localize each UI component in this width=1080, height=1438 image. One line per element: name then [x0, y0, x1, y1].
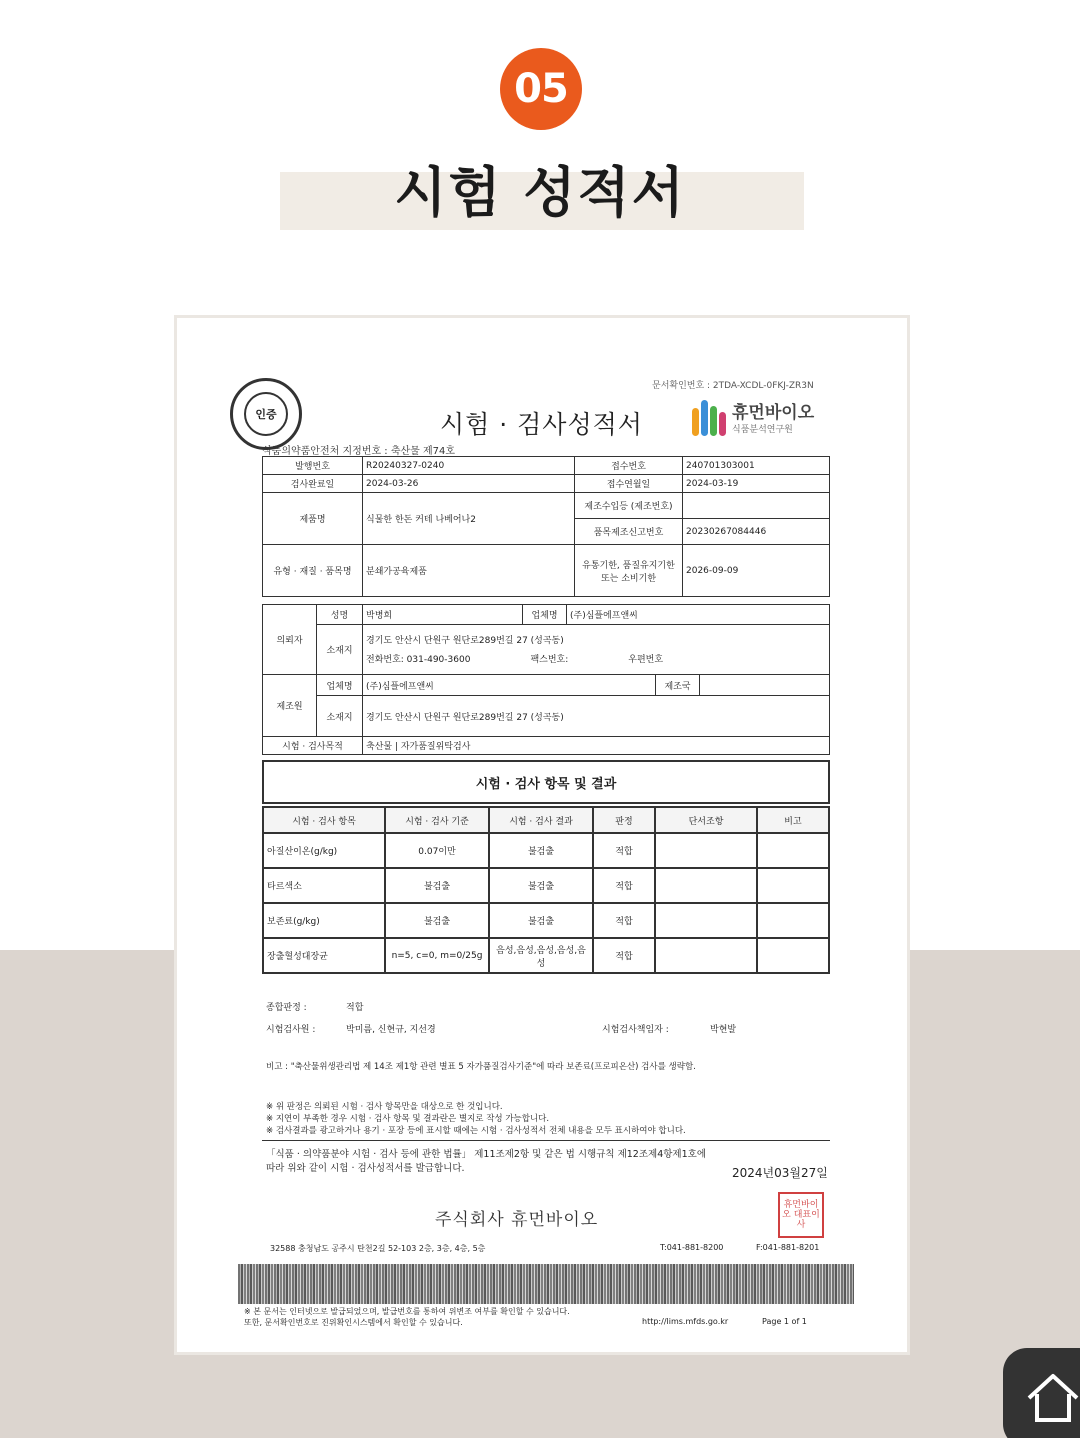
- approver-label: 시험검사책임자 :: [602, 1025, 669, 1035]
- security-barcode: [238, 1264, 854, 1304]
- results-table: [262, 806, 830, 974]
- product-label: 제품명: [263, 493, 363, 545]
- overall-judgment: 적합: [346, 1003, 364, 1013]
- footer-note: 또한, 문서확인번호로 진위확인시스템에서 확인할 수 있습니다.: [244, 1318, 463, 1327]
- results-header: 시험 · 검사 기준: [385, 807, 489, 833]
- results-header: 시험 · 검사 항목: [263, 807, 385, 833]
- result-item: 아질산이온(g/kg): [263, 833, 385, 868]
- purpose-label: 시험 · 검사목적: [263, 737, 363, 755]
- note: ※ 검사결과를 광고하거나 용기 · 포장 등에 표시할 때에는 시험 · 검사성적서 전체 내용을 모두 표시하여야 합니다.: [266, 1126, 686, 1136]
- result-judgment: 적합: [593, 903, 655, 938]
- result-proviso: [655, 903, 757, 938]
- seal-text: 인증: [244, 392, 288, 436]
- import-value: [683, 493, 830, 519]
- result-judgment: 적합: [593, 868, 655, 903]
- results-header: 단서조항: [655, 807, 757, 833]
- client-name: 박병희: [363, 605, 523, 625]
- client-name-label: 성명: [317, 605, 363, 625]
- result-remark: [757, 868, 829, 903]
- result-standard: 0.07이만: [385, 833, 489, 868]
- home-button[interactable]: [1003, 1348, 1080, 1438]
- maker-address: 경기도 안산시 단원구 원단로289번길 27 (성곡동): [363, 696, 830, 737]
- table-row: [263, 833, 829, 868]
- registration-number: 식품의약품안전처 지정번호 : 축산물 제74호: [262, 446, 456, 457]
- report-number: 20230267084446: [683, 519, 830, 545]
- client-address-label: 소재지: [317, 624, 363, 674]
- lab-logo: [692, 400, 814, 438]
- result-remark: [757, 903, 829, 938]
- maker-country: [700, 675, 830, 696]
- import-label: 제조수입등 (제조번호): [575, 493, 683, 519]
- result-value: 불검출: [489, 903, 593, 938]
- result-item: 보존료(g/kg): [263, 903, 385, 938]
- results-header: 비고: [757, 807, 829, 833]
- issue-no: R20240327-0240: [363, 457, 575, 475]
- receipt-date: 2024-03-19: [683, 475, 830, 493]
- result-standard: 불검출: [385, 868, 489, 903]
- result-value: 음성,음성,음성,음성,음성: [489, 938, 593, 973]
- expiry-label: 유통기한, 품질유지기한 또는 소비기한: [575, 545, 683, 597]
- client-address: 경기도 안산시 단원구 원단로289번길 27 (성곡동): [366, 636, 564, 647]
- official-seal-icon: [230, 378, 302, 450]
- product-type: 분쇄가공육제품: [363, 545, 575, 597]
- expiry-date: 2026-09-09: [683, 545, 830, 597]
- result-remark: [757, 833, 829, 868]
- result-value: 불검출: [489, 868, 593, 903]
- footer-url: http://lims.mfds.go.kr: [642, 1317, 729, 1326]
- info-table: [262, 456, 830, 597]
- client-phone: 전화번호: 031-490-3600: [366, 655, 471, 666]
- result-remark: [757, 938, 829, 973]
- page-number: Page 1 of 1: [762, 1317, 807, 1326]
- remark: 비고 : "축산물위생관리법 제 14조 제1항 관련 별표 5 자가품질검사기준"에 따라 보존료(프로피온산) 검사를 생략함.: [266, 1062, 696, 1072]
- issue-date: 2024년03월27일: [732, 1166, 828, 1180]
- testers-label: 시험검사원 :: [266, 1025, 316, 1035]
- receipt-date-label: 접수연월일: [575, 475, 683, 493]
- divider: [262, 1140, 830, 1141]
- company-stamp-icon: 휴먼바이오 대표이사: [778, 1192, 824, 1238]
- testers: 박미름, 신현규, 지선경: [346, 1025, 436, 1035]
- maker-company-label: 업체명: [317, 675, 363, 696]
- step-number-badge: 05: [500, 48, 582, 130]
- maker-label: 제조원: [263, 675, 317, 737]
- footer-note: ※ 본 문서는 인터넷으로 발급되었으며, 발급번호를 통하여 위변조 여부를 확인할 수 있습니다.: [244, 1307, 570, 1316]
- table-row: [263, 938, 829, 973]
- client-company: (주)심플에프앤씨: [567, 605, 830, 625]
- maker-company: (주)심플에프앤씨: [363, 675, 656, 696]
- results-header: 판정: [593, 807, 655, 833]
- client-company-label: 업체명: [523, 605, 567, 625]
- maker-address-label: 소재지: [317, 696, 363, 737]
- result-item: 타르색소: [263, 868, 385, 903]
- approver: 박현발: [710, 1025, 737, 1035]
- company-fax: F:041-881-8201: [756, 1243, 820, 1252]
- product-name: 식물한 한돈 커테 나베어나2: [363, 493, 575, 545]
- result-judgment: 적합: [593, 938, 655, 973]
- receipt-no-label: 접수번호: [575, 457, 683, 475]
- table-row: [263, 868, 829, 903]
- law-text: 「식품 · 의약품분야 시험 · 검사 등에 관한 법률」 제11조제2항 및 같은 법 시행규칙 제12조제4항제1호에: [266, 1149, 706, 1160]
- complete-date-label: 검사완료일: [263, 475, 363, 493]
- purpose: 축산물 | 자가품질위탁검사: [363, 737, 830, 755]
- issue-no-label: 발행번호: [263, 457, 363, 475]
- client-fax: 팩스번호:: [530, 655, 569, 666]
- receipt-no: 240701303001: [683, 457, 830, 475]
- result-standard: 불검출: [385, 903, 489, 938]
- lab-subtitle: 식품분석연구원: [732, 424, 793, 435]
- client-label: 의뢰자: [263, 605, 317, 675]
- result-proviso: [655, 938, 757, 973]
- complete-date: 2024-03-26: [363, 475, 575, 493]
- type-label: 유형 · 재질 · 품목명: [263, 545, 363, 597]
- company-name: 주식회사 휴먼바이오: [435, 1210, 599, 1230]
- page-title: 시험 성적서: [394, 161, 686, 224]
- document-title: 시험 · 검사성적서: [440, 410, 643, 439]
- report-label: 품목제조신고번호: [575, 519, 683, 545]
- client-table: [262, 604, 830, 755]
- result-value: 불검출: [489, 833, 593, 868]
- company-address: 32588 충청남도 공주시 탄천2길 52-103 2층, 3층, 4층, 5층: [270, 1244, 486, 1253]
- note: ※ 위 판정은 의뢰된 시험 · 검사 항목만을 대상으로 한 것입니다.: [266, 1102, 503, 1112]
- home-icon: [1023, 1370, 1080, 1426]
- lab-logo-icon: [692, 400, 726, 438]
- result-item: 장출혈성대장균: [263, 938, 385, 973]
- company-tel: T:041-881-8200: [660, 1243, 724, 1252]
- results-header-row: [263, 807, 829, 833]
- result-judgment: 적합: [593, 833, 655, 868]
- table-row: [263, 903, 829, 938]
- results-header: 시험 · 검사 결과: [489, 807, 593, 833]
- maker-country-label: 제조국: [656, 675, 700, 696]
- client-postal: 우편번호: [628, 655, 664, 666]
- result-proviso: [655, 868, 757, 903]
- overall-label: 종합판정 :: [266, 1003, 307, 1013]
- note: ※ 지연이 부족한 경우 시험 · 검사 항목 및 결과란은 별지로 작성 가능합니다.: [266, 1114, 550, 1124]
- result-proviso: [655, 833, 757, 868]
- law-text: 따라 위와 같이 시험 · 검사성적서를 발급합니다.: [266, 1163, 465, 1174]
- results-heading: 시험 · 검사 항목 및 결과: [262, 760, 830, 804]
- lab-name: 휴먼바이오: [732, 402, 815, 423]
- confirm-number: 문서확인번호 : 2TDA-XCDL-0FKJ-ZR3N: [652, 381, 814, 391]
- result-standard: n=5, c=0, m=0/25g: [385, 938, 489, 973]
